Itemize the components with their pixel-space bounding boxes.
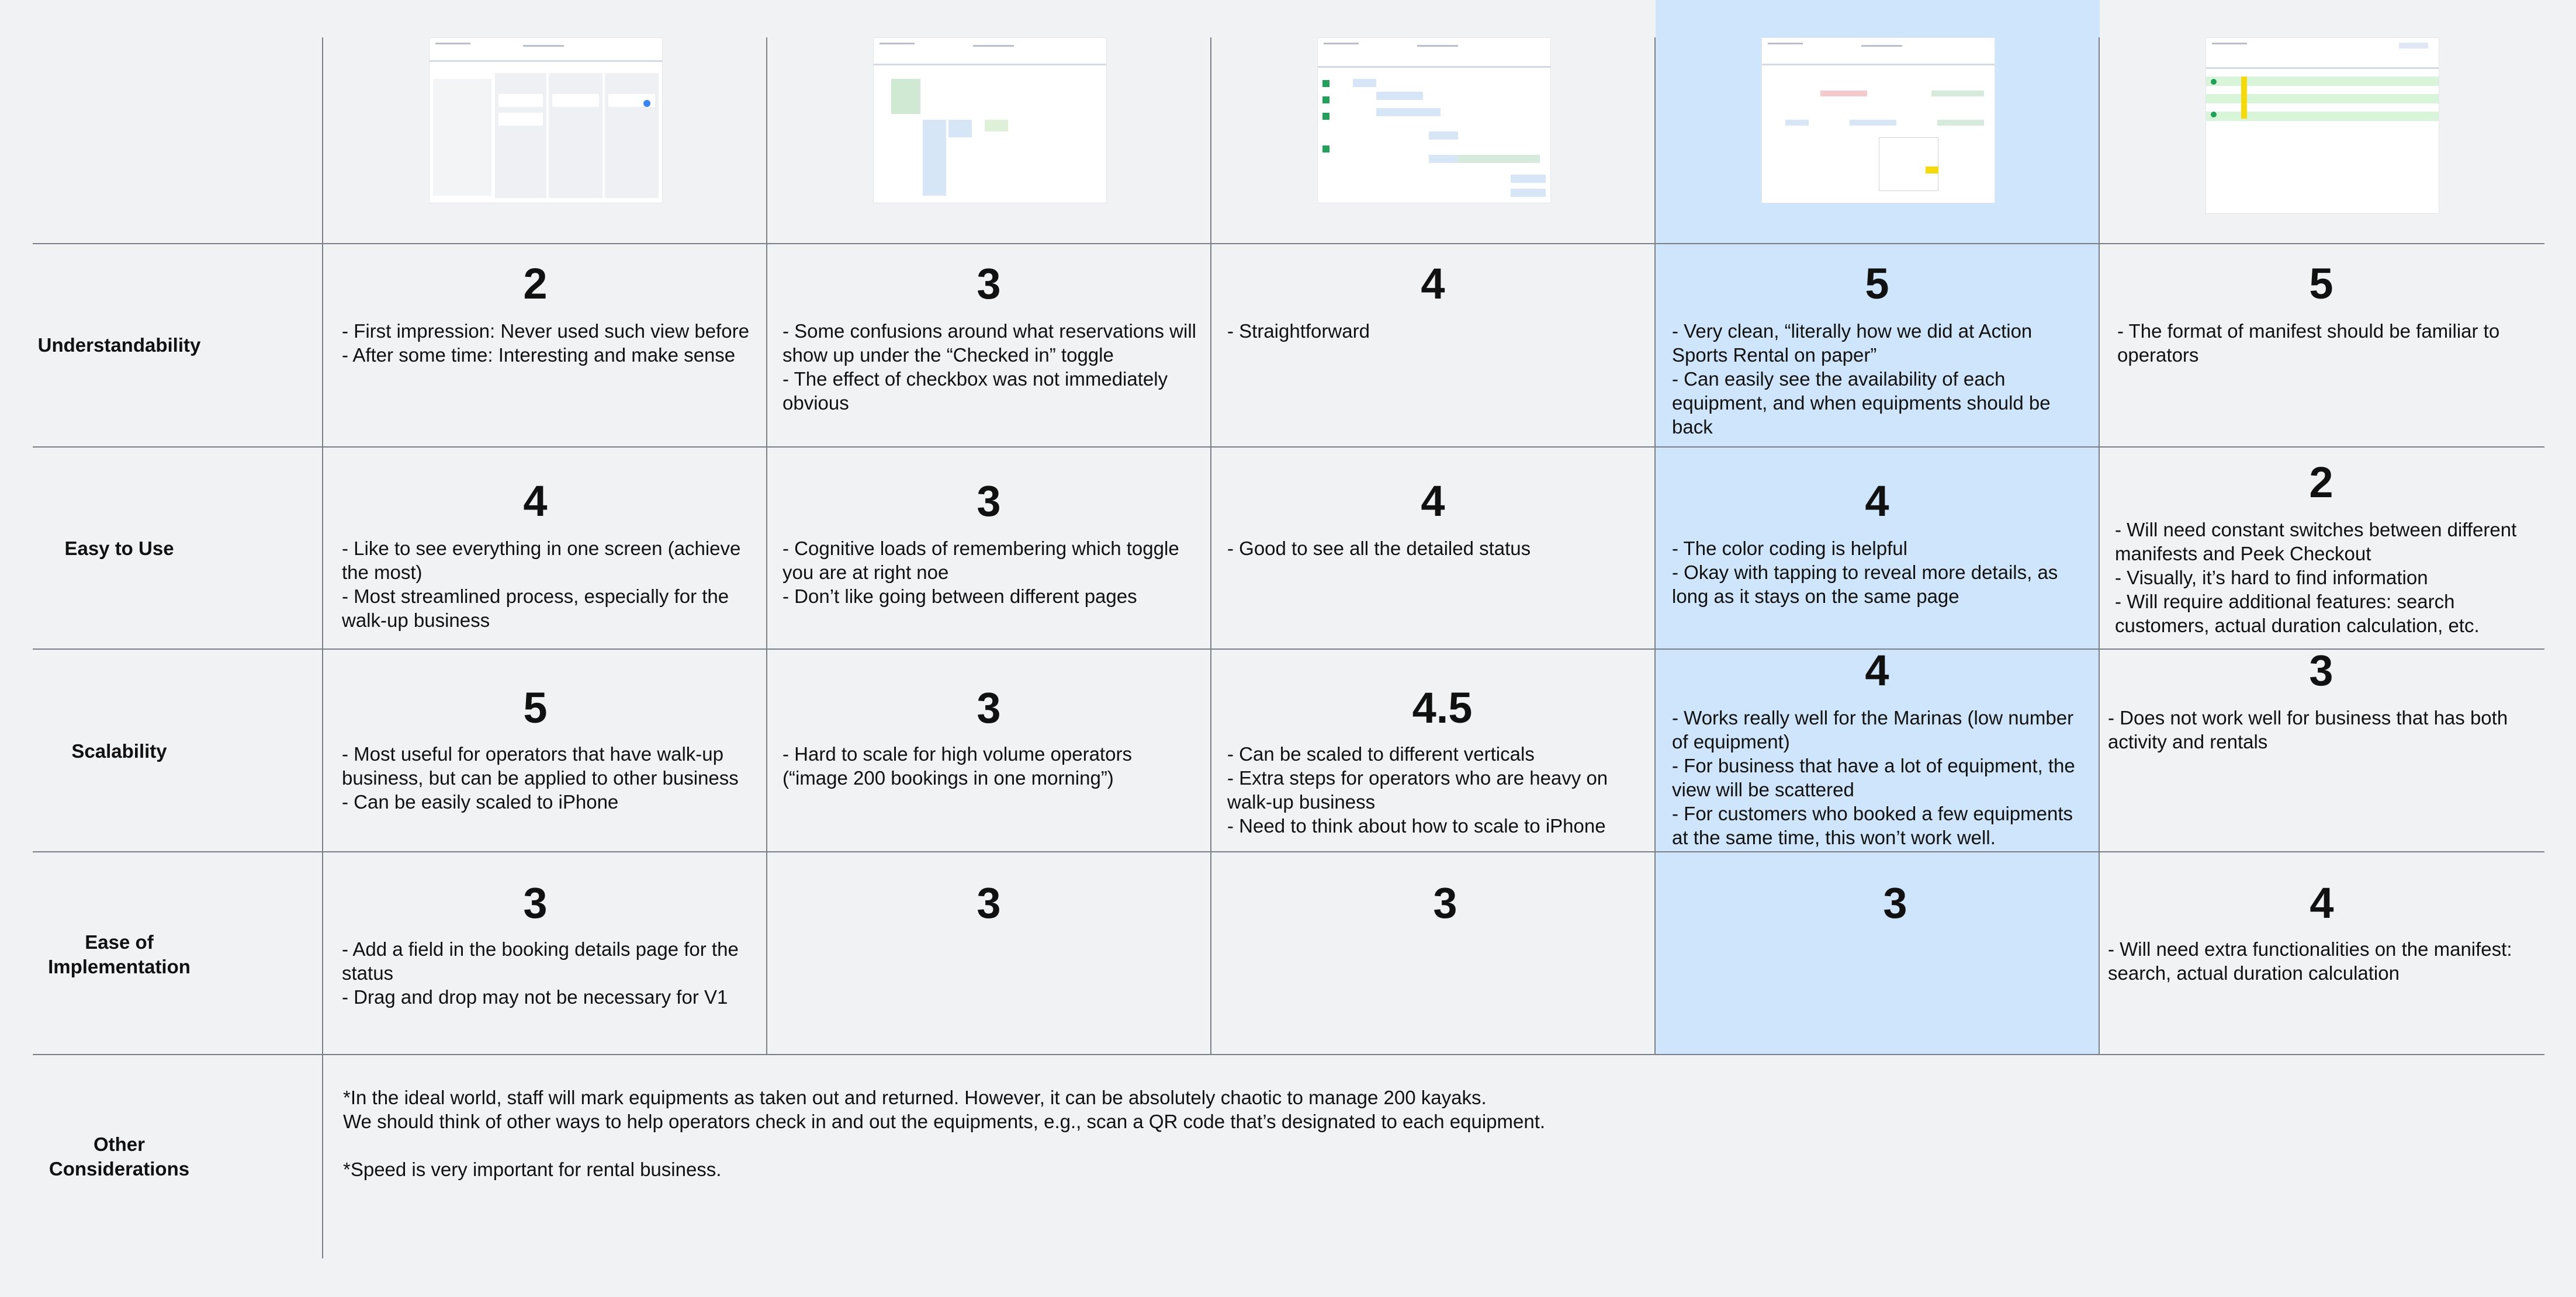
note-line: - Need to think about how to scale to iPhone: [1227, 815, 1606, 837]
notes: [2108, 937, 2535, 985]
score: 5: [523, 684, 548, 732]
note-line: - Can be scaled to different verticals: [1227, 743, 1535, 765]
note-line: - Drag and drop may not be necessary for V1: [342, 986, 728, 1008]
row-label-easy-to-use: Easy to Use: [64, 537, 174, 559]
grid-line: [33, 1054, 2544, 1055]
score: 2: [2309, 458, 2333, 507]
score: 3: [1883, 879, 1907, 927]
notes: [342, 319, 760, 367]
notes: [1227, 536, 1642, 560]
score: 3: [977, 259, 1001, 308]
note-line: - The format of manifest should be familiar to operators: [2117, 320, 2500, 366]
note-line: - Will need constant switches between different manifests and Peek Checkout: [2115, 519, 2517, 564]
score: 3: [523, 879, 548, 927]
option-3-screenshot: [1317, 37, 1551, 203]
score: 3: [977, 879, 1001, 927]
notes: [2115, 518, 2533, 637]
notes: [1672, 706, 2087, 849]
note-line: - Hard to scale for high volume operators (“image 200 bookings in one morning”): [783, 743, 1132, 789]
notes: [1227, 319, 1642, 343]
notes: [342, 937, 760, 1009]
note-line: - The effect of checkbox was not immediately obvious: [783, 368, 1168, 414]
note-line: - Can easily see the availability of each equipment, and when equipments should be back: [1672, 368, 2051, 438]
option-4-screenshot: [1761, 37, 1995, 203]
notes: [783, 742, 1197, 790]
score: 4: [1865, 646, 1889, 695]
consideration-line: We should think of other ways to help operators check in and out the equipments, e.g., scan a QR code that’s designated to each equipment.: [343, 1111, 1546, 1132]
note-line: - Most useful for operators that have walk-up business, but can be applied to other business: [342, 743, 739, 789]
grid-line: [33, 243, 2544, 244]
note-line: - Will need extra functionalities on the manifest: search, actual duration calculation: [2108, 938, 2512, 984]
row-label-scalability: Scalability: [71, 740, 167, 762]
note-line: - Don’t like going between different pages: [783, 585, 1137, 607]
note-line: - Works really well for the Marinas (low number of equipment): [1672, 707, 2074, 752]
score: 5: [2309, 259, 2333, 308]
score: 4: [2310, 879, 2334, 927]
note-line: - Like to see everything in one screen (achieve the most): [342, 537, 741, 583]
row-label-other-considerations: Other Considerations: [49, 1133, 190, 1180]
grid-line: [33, 446, 2544, 448]
score: 4.5: [1412, 684, 1473, 732]
note-line: - Straightforward: [1227, 320, 1370, 342]
score: 4: [1421, 259, 1445, 308]
note-line: - For customers who booked a few equipments at the same time, this won’t work well.: [1672, 803, 2073, 848]
score: 3: [977, 684, 1001, 732]
notes: [342, 536, 760, 632]
notes: [783, 319, 1197, 415]
consideration-line: *Speed is very important for rental business.: [343, 1159, 722, 1180]
note-line: - Okay with tapping to reveal more details, as long as it stays on the same page: [1672, 561, 2058, 607]
score: 3: [977, 477, 1001, 525]
consideration-line: *In the ideal world, staff will mark equipments as taken out and returned. However, it can be absolutely chaotic to manage 200 kayaks.: [343, 1087, 1487, 1108]
score: 5: [1865, 259, 1889, 308]
note-line: - After some time: Interesting and make sense: [342, 344, 736, 366]
row-label-understandability: Understandability: [37, 334, 201, 356]
score: 4: [523, 477, 548, 525]
note-line: - Good to see all the detailed status: [1227, 537, 1531, 559]
score: 3: [1433, 879, 1457, 927]
row-label-ease-of-implementation: Ease of Implementation: [48, 931, 191, 977]
note-line: - Will require additional features: search customers, actual duration calculation, etc.: [2115, 591, 2480, 636]
score: 3: [2309, 646, 2333, 695]
option-5-screenshot: [2205, 37, 2439, 214]
note-line: - Visually, it’s hard to find information: [2115, 567, 2428, 588]
note-line: - Can be easily scaled to iPhone: [342, 791, 619, 813]
score: 4: [1865, 477, 1889, 525]
option-2-screenshot: [873, 37, 1107, 203]
note-line: - Some confusions around what reservations will show up under the “Checked in” toggle: [783, 320, 1197, 366]
note-line: - Does not work well for business that has both activity and rentals: [2108, 707, 2508, 752]
notes: [342, 742, 760, 814]
note-line: - For business that have a lot of equipment, the view will be scattered: [1672, 755, 2075, 800]
notes: [1227, 742, 1646, 838]
note-line: - Very clean, “literally how we did at Action Sports Rental on paper”: [1672, 320, 2033, 366]
spacer: [343, 1133, 1570, 1157]
score: 4: [1421, 477, 1445, 525]
note-line: - First impression: Never used such view before: [342, 320, 749, 342]
grid-line: [322, 37, 323, 1258]
score: 2: [523, 259, 548, 308]
notes: [2117, 319, 2532, 367]
note-line: - Cognitive loads of remembering which toggle you are at right noe: [783, 537, 1179, 583]
note-line: - Most streamlined process, especially for the walk-up business: [342, 585, 729, 631]
notes: [783, 536, 1197, 608]
notes: [1672, 319, 2087, 439]
note-line: - The color coding is helpful: [1672, 537, 1907, 559]
grid-line: [33, 851, 2544, 852]
note-line: - Add a field in the booking details page for the status: [342, 938, 739, 984]
other-considerations: [343, 1086, 1570, 1181]
option-1-screenshot: [429, 37, 663, 203]
notes: [1672, 536, 2087, 608]
notes: [2108, 706, 2535, 754]
note-line: - Extra steps for operators who are heavy on walk-up business: [1227, 767, 1608, 813]
